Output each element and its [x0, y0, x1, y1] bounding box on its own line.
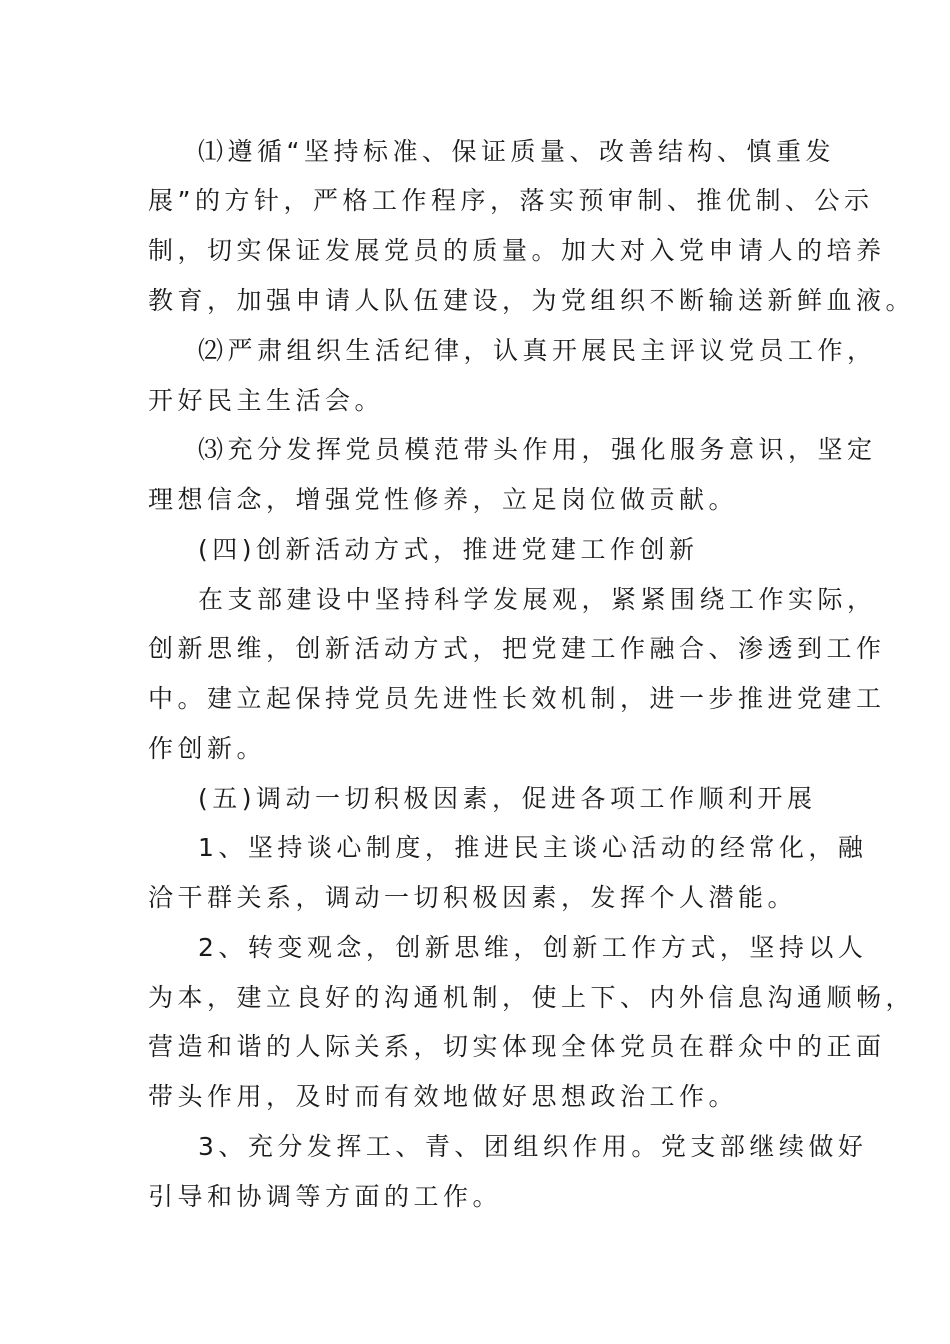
text-line: 展”的方针，严格工作程序，落实预审制、推优制、公示: [148, 186, 874, 215]
text-line: 1、坚持谈心制度，推进民主谈心活动的经常化，融: [198, 833, 868, 862]
text-line: 3、充分发挥工、青、团组织作用。党支部继续做好: [198, 1132, 868, 1161]
text-line: 洽干群关系，调动一切积极因素，发挥个人潜能。: [148, 883, 798, 912]
text-line: ⑴遵循“坚持标准、保证质量、改善结构、慎重发: [198, 137, 835, 166]
section-heading: (四)创新活动方式，推进党建工作创新: [198, 535, 699, 564]
text-line: 作创新。: [148, 734, 267, 763]
section-heading: (五)调动一切积极因素，促进各项工作顺利开展: [198, 784, 817, 813]
text-line: 创新思维，创新活动方式，把党建工作融合、渗透到工作: [148, 634, 886, 663]
text-line: 开好民主生活会。: [148, 386, 385, 415]
text-line: 为本，建立良好的沟通机制，使上下、内外信息沟通顺畅，: [148, 983, 916, 1012]
text-line: ⑵严肃组织生活纪律，认真开展民主评议党员工作，: [198, 336, 877, 365]
text-line: 理想信念，增强党性修养，立足岗位做贡献。: [148, 485, 739, 514]
text-line: 教育，加强申请人队伍建设，为党组织不断输送新鲜血液。: [148, 286, 916, 315]
text-line: 引导和协调等方面的工作。: [148, 1182, 503, 1211]
text-line: 营造和谐的人际关系，切实体现全体党员在群众中的正面: [148, 1032, 886, 1061]
text-line: 中。建立起保持党员先进性长效机制，进一步推进党建工: [148, 684, 886, 713]
text-line: 制，切实保证发展党员的质量。加大对入党申请人的培养: [148, 236, 886, 265]
text-line: 2、转变观念，创新思维，创新工作方式，坚持以人: [198, 933, 868, 962]
text-line: 带头作用，及时而有效地做好思想政治工作。: [148, 1082, 739, 1111]
text-line: ⑶充分发挥党员模范带头作用，强化服务意识，坚定: [198, 435, 877, 464]
text-line: 在支部建设中坚持科学发展观，紧紧围绕工作实际，: [198, 585, 877, 614]
